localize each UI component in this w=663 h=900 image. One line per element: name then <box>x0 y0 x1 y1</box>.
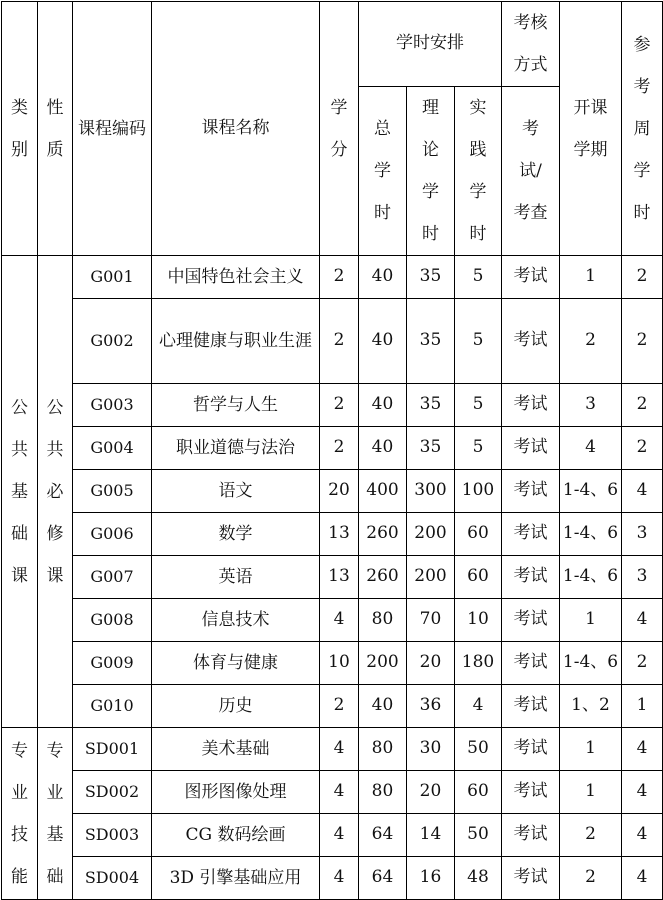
cell-name: 哲学与人生 <box>152 384 320 427</box>
cell-credit: 2 <box>320 256 359 299</box>
header-nature <box>38 2 73 256</box>
cell-practice: 100 <box>455 470 502 513</box>
cell-theory: 36 <box>407 685 455 728</box>
cell-code: G004 <box>73 427 152 470</box>
cell-exam: 考试 <box>502 728 560 771</box>
group-category <box>2 256 38 728</box>
cell-name: 美术基础 <box>152 728 320 771</box>
cell-credit: 2 <box>320 427 359 470</box>
header-exam <box>502 87 560 256</box>
cell-practice: 5 <box>455 427 502 470</box>
cell-total: 40 <box>359 427 407 470</box>
header-code-label: 课程编码 <box>78 118 146 139</box>
cell-semester: 1-4、6 <box>560 556 622 599</box>
header-credit <box>320 2 359 256</box>
header-weekly-label: 参考周学时 <box>633 34 651 223</box>
cell-weekly: 2 <box>622 384 663 427</box>
cell-weekly: 3 <box>622 513 663 556</box>
cell-theory: 35 <box>407 256 455 299</box>
table-row <box>2 470 663 513</box>
header-name-label: 课程名称 <box>201 117 270 138</box>
cell-theory: 35 <box>407 299 455 384</box>
cell-name: 历史 <box>152 685 320 728</box>
cell-weekly: 4 <box>622 771 663 814</box>
cell-exam: 考试 <box>502 556 560 599</box>
cell-exam: 考试 <box>502 857 560 900</box>
cell-credit: 2 <box>320 384 359 427</box>
cell-name: CG 数码绘画 <box>152 814 320 857</box>
cell-code: SD003 <box>73 814 152 857</box>
cell-semester: 1 <box>560 256 622 299</box>
cell-total: 40 <box>359 384 407 427</box>
cell-exam: 考试 <box>502 642 560 685</box>
group-nature <box>38 256 73 728</box>
group-category <box>2 728 38 900</box>
cell-theory: 35 <box>407 384 455 427</box>
cell-total: 260 <box>359 513 407 556</box>
header-exam-group-label: 考核方式 <box>513 13 548 75</box>
cell-practice: 60 <box>455 513 502 556</box>
cell-theory: 70 <box>407 599 455 642</box>
cell-credit: 20 <box>320 470 359 513</box>
header-exam-label: 考试/考查 <box>513 119 548 223</box>
cell-name: 语文 <box>152 470 320 513</box>
cell-practice: 180 <box>455 642 502 685</box>
table-row <box>2 599 663 642</box>
cell-theory: 200 <box>407 513 455 556</box>
cell-total: 260 <box>359 556 407 599</box>
cell-practice: 4 <box>455 685 502 728</box>
cell-semester: 2 <box>560 857 622 900</box>
header-exam-group <box>502 2 560 87</box>
cell-weekly: 1 <box>622 685 663 728</box>
cell-credit: 4 <box>320 814 359 857</box>
cell-practice: 5 <box>455 299 502 384</box>
group-nature-label: 专业基础 <box>46 740 64 887</box>
cell-semester: 4 <box>560 427 622 470</box>
cell-weekly: 4 <box>622 599 663 642</box>
cell-name: 心理健康与职业生涯 <box>152 299 320 384</box>
cell-theory: 16 <box>407 857 455 900</box>
header-nature-label: 性质 <box>46 97 64 160</box>
cell-name: 数学 <box>152 513 320 556</box>
cell-semester: 2 <box>560 814 622 857</box>
table-row <box>2 857 663 900</box>
table-row <box>2 299 663 384</box>
cell-name: 英语 <box>152 556 320 599</box>
cell-exam: 考试 <box>502 685 560 728</box>
cell-name: 信息技术 <box>152 599 320 642</box>
cell-name: 职业道德与法治 <box>152 427 320 470</box>
cell-total: 80 <box>359 599 407 642</box>
table-row <box>2 513 663 556</box>
table-row <box>2 427 663 470</box>
table-row <box>2 814 663 857</box>
cell-credit: 4 <box>320 728 359 771</box>
header-semester-label: 开课学期 <box>573 97 608 160</box>
cell-semester: 1 <box>560 599 622 642</box>
cell-total: 64 <box>359 857 407 900</box>
cell-practice: 5 <box>455 256 502 299</box>
cell-credit: 4 <box>320 771 359 814</box>
table-row <box>2 384 663 427</box>
cell-practice: 60 <box>455 771 502 814</box>
cell-practice: 48 <box>455 857 502 900</box>
header-theory <box>407 87 455 256</box>
cell-theory: 200 <box>407 556 455 599</box>
cell-credit: 4 <box>320 599 359 642</box>
cell-semester: 1-4、6 <box>560 470 622 513</box>
cell-name: 体育与健康 <box>152 642 320 685</box>
cell-practice: 10 <box>455 599 502 642</box>
header-code <box>73 2 152 256</box>
group-category-label: 公共基础课 <box>11 397 28 586</box>
header-practice-label: 实践学时 <box>469 98 487 244</box>
cell-practice: 50 <box>455 814 502 857</box>
table-row <box>2 256 663 299</box>
cell-credit: 4 <box>320 857 359 900</box>
table-row <box>2 642 663 685</box>
table-row <box>2 556 663 599</box>
header-credit-label: 学分 <box>330 97 348 160</box>
cell-weekly: 2 <box>622 427 663 470</box>
cell-practice: 50 <box>455 728 502 771</box>
cell-weekly: 4 <box>622 814 663 857</box>
header-total <box>359 87 407 256</box>
cell-weekly: 2 <box>622 642 663 685</box>
header-name <box>152 2 320 256</box>
cell-total: 40 <box>359 256 407 299</box>
cell-total: 200 <box>359 642 407 685</box>
cell-exam: 考试 <box>502 256 560 299</box>
table-row <box>2 771 663 814</box>
cell-code: G008 <box>73 599 152 642</box>
group-nature-label: 公共必修课 <box>46 397 64 586</box>
cell-name: 3D 引擎基础应用 <box>152 857 320 900</box>
header-category <box>2 2 38 256</box>
cell-total: 80 <box>359 728 407 771</box>
header-practice <box>455 87 502 256</box>
cell-semester: 1 <box>560 771 622 814</box>
cell-total: 40 <box>359 685 407 728</box>
cell-weekly: 4 <box>622 857 663 900</box>
header-category-label: 类别 <box>11 97 28 160</box>
cell-code: G009 <box>73 642 152 685</box>
cell-theory: 300 <box>407 470 455 513</box>
group-nature <box>38 728 73 900</box>
cell-credit: 2 <box>320 299 359 384</box>
cell-code: G003 <box>73 384 152 427</box>
cell-semester: 1-4、6 <box>560 513 622 556</box>
cell-semester: 1、2 <box>560 685 622 728</box>
cell-credit: 13 <box>320 556 359 599</box>
cell-semester: 1-4、6 <box>560 642 622 685</box>
cell-weekly: 4 <box>622 470 663 513</box>
cell-weekly: 2 <box>622 256 663 299</box>
cell-practice: 60 <box>455 556 502 599</box>
header-semester <box>560 2 622 256</box>
cell-exam: 考试 <box>502 427 560 470</box>
cell-semester: 2 <box>560 299 622 384</box>
cell-exam: 考试 <box>502 513 560 556</box>
cell-code: G007 <box>73 556 152 599</box>
cell-credit: 10 <box>320 642 359 685</box>
cell-credit: 2 <box>320 685 359 728</box>
cell-code: G002 <box>73 299 152 384</box>
header-weekly <box>622 2 663 256</box>
cell-exam: 考试 <box>502 771 560 814</box>
group-category-label: 专业技能 <box>11 740 28 887</box>
table-row <box>2 728 663 771</box>
cell-name: 图形图像处理 <box>152 771 320 814</box>
header-hours-group-label: 学时安排 <box>396 33 464 54</box>
cell-theory: 20 <box>407 642 455 685</box>
cell-exam: 考试 <box>502 599 560 642</box>
cell-theory: 35 <box>407 427 455 470</box>
cell-weekly: 3 <box>622 556 663 599</box>
cell-exam: 考试 <box>502 814 560 857</box>
cell-exam: 考试 <box>502 384 560 427</box>
cell-code: G001 <box>73 256 152 299</box>
cell-credit: 13 <box>320 513 359 556</box>
table-row <box>2 685 663 728</box>
cell-semester: 1 <box>560 728 622 771</box>
cell-theory: 14 <box>407 814 455 857</box>
header-total-label: 总学时 <box>374 119 391 223</box>
cell-name: 中国特色社会主义 <box>152 256 320 299</box>
cell-total: 80 <box>359 771 407 814</box>
cell-theory: 30 <box>407 728 455 771</box>
cell-weekly: 4 <box>622 728 663 771</box>
cell-exam: 考试 <box>502 299 560 384</box>
cell-code: G006 <box>73 513 152 556</box>
cell-semester: 3 <box>560 384 622 427</box>
cell-total: 400 <box>359 470 407 513</box>
cell-practice: 5 <box>455 384 502 427</box>
cell-weekly: 2 <box>622 299 663 384</box>
course-table <box>1 1 663 900</box>
cell-code: G010 <box>73 685 152 728</box>
header-hours-group <box>359 2 502 87</box>
cell-code: SD002 <box>73 771 152 814</box>
header-theory-label: 理论学时 <box>422 98 439 244</box>
cell-total: 64 <box>359 814 407 857</box>
cell-exam: 考试 <box>502 470 560 513</box>
cell-code: SD001 <box>73 728 152 771</box>
cell-theory: 20 <box>407 771 455 814</box>
cell-code: G005 <box>73 470 152 513</box>
cell-total: 40 <box>359 299 407 384</box>
cell-code: SD004 <box>73 857 152 900</box>
